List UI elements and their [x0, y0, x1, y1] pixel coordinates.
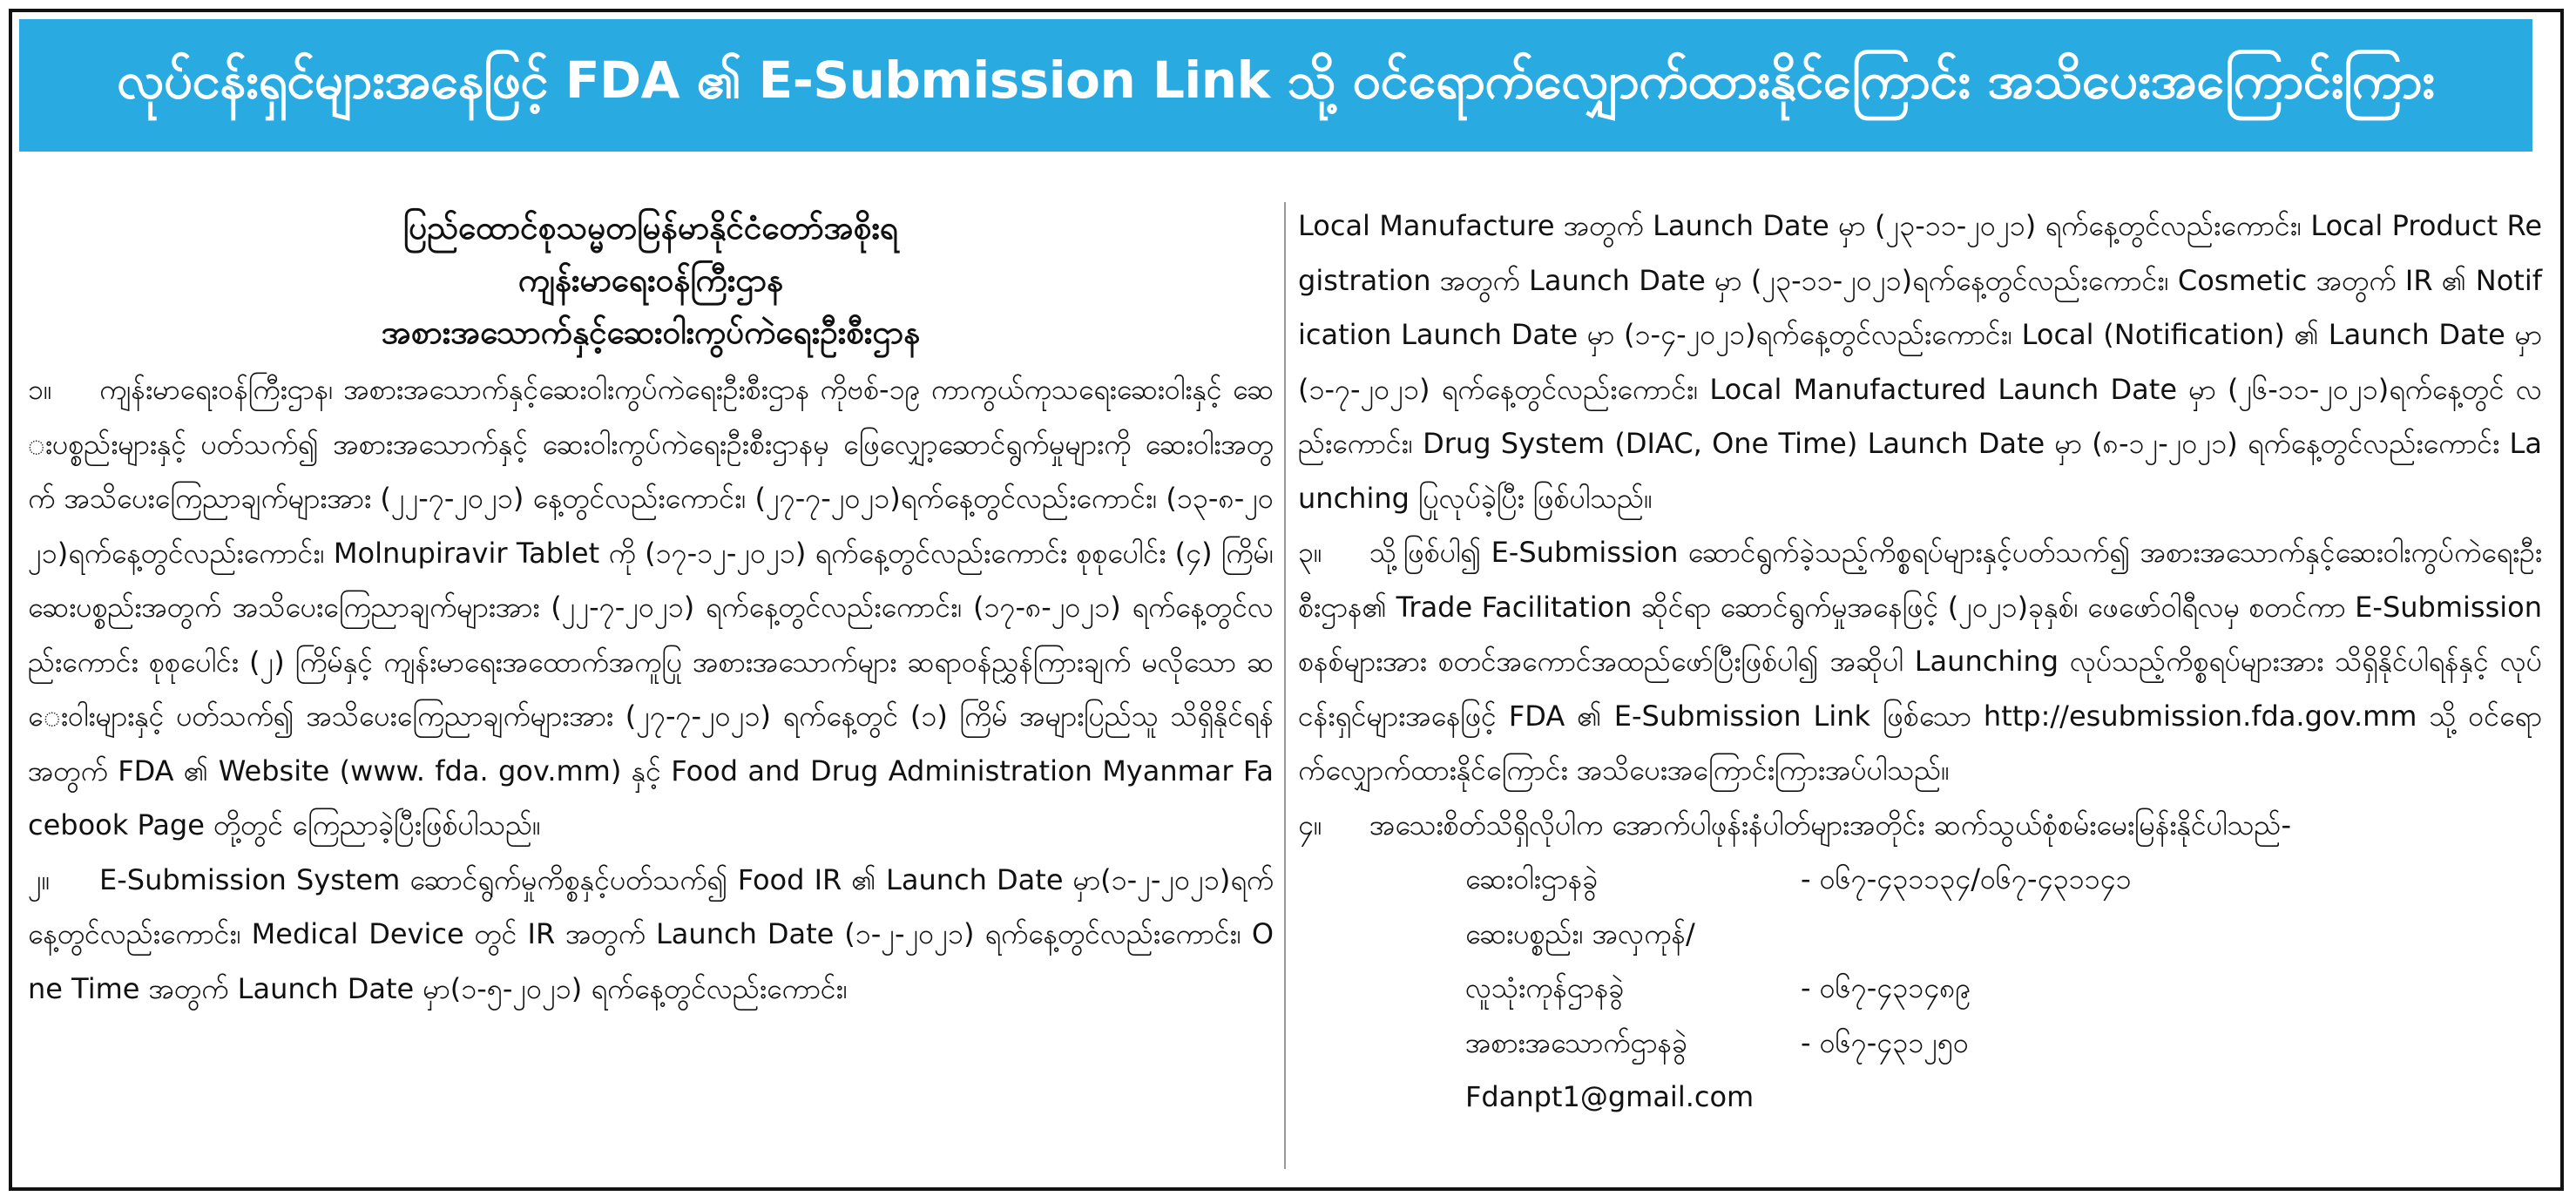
contact-label: လူသုံးကုန်ဌာနခွဲ — [1465, 971, 1625, 1004]
left-column — [28, 202, 1274, 1016]
contact-row — [1465, 961, 2542, 1016]
column-divider — [1284, 202, 1286, 1169]
government-name: ပြည်ထောင်စုသမ္မတမြန်မာနိုင်ငံတော်အစိုးရ — [402, 209, 899, 247]
contact-phone: - ၀၆၇-၄၃၁၄၈၉ — [1801, 971, 1971, 1004]
paragraph-number: ၃။ — [1298, 536, 1322, 569]
contact-row — [1465, 907, 2542, 962]
paragraph-4 — [1298, 798, 2542, 853]
contact-phone: - ၀၆၇-၄၃၁၂၅၀ — [1801, 1025, 1969, 1059]
notice-banner — [19, 19, 2532, 152]
department-name: အစားအသောက်နှင့်ဆေးဝါးကွပ်ကဲရေးဦးစီးဌာန — [381, 314, 921, 351]
contact-label: ဆေးပစ္စည်း၊ အလှကုန်/ — [1465, 916, 1695, 950]
paragraph-text: ကျန်းမာရေးဝန်ကြီးဌာန၊ အစားအသောက်နှင့်ဆေးဝါးကွပ်ကဲရေးဦးစီးဌာန ကိုဗစ်-၁၉ ကာကွယ်ကုသရေးဆေးဝါးနှင့် ဆေးပစ္စည်းများနှင့် ပတ်သက်၍ အစားအသောက်နှင့် ဆေးဝါးကွပ်ကဲရေးဦးစီးဌာနမှ ဖြေလျှော့ဆောင်ရွက်မှုများကို ဆေးဝါးအတွက် အသိပေးကြေညာချက်များအား (၂၂-၇-၂၀၂၁) နေ့တွင်လည်းကောင်း၊ (၂၇-၇-၂၀၂၁)ရက်နေ့တွင်လည်းကောင်း၊ (၁၃-၈-၂၀၂၁)ရက်နေ့တွင်လည်းကောင်း၊ Molnupiravir Tablet ကို (၁၇-၁၂-၂၀၂၁) ရက်နေ့တွင်လည်းကောင်း စုစုပေါင်း (၄) ကြိမ်၊ ဆေးပစ္စည်းအတွက် အသိပေးကြေညာချက်များအား (၂၂-၇-၂၀၂၁) ရက်နေ့တွင်လည်းကောင်း၊ (၁၇-၈-၂၀၂၁) ရက်နေ့တွင်လည်းကောင်း စုစုပေါင်း (၂) ကြိမ်နှင့် ကျန်းမာရေးအထောက်အကူပြု အစားအသောက်များ ဆရာဝန်ညွှန်ကြားချက် မလိုသော ဆေးဝါးများနှင့် ပတ်သက်၍ အသိပေးကြေညာချက်များအား (၂၇-၇-၂၀၂၁) ရက်နေ့တွင် (၁) ကြိမ် အများပြည်သူ သိရှိနိုင်ရန်အတွက် FDA ၏ Website (www. fda. gov.mm) နှင့် Food and Drug Administration Myanmar Facebook Page တို့တွင် ကြေညာခဲ့ပြီးဖြစ်ပါသည်။ — [28, 373, 1274, 841]
right-column — [1298, 199, 2542, 1125]
contact-label: အစားအသောက်ဌာနခွဲ — [1465, 1025, 1688, 1059]
paragraph-text: E-Submission System ဆောင်ရွက်မှုကိစ္စနှင့်ပတ်သက်၍ Food IR ၏ Launch Date မှာ(၁-၂-၂၀၂၁)ရက်နေ့တွင်လည်းကောင်း၊ Medical Device တွင် IR အတွက် Launch Date (၁-၂-၂၀၂၁) ရက်နေ့တွင်လည်းကောင်း၊ One Time အတွက် Launch Date မှာ(၁-၅-၂၀၂၁) ရက်နေ့တွင်လည်းကောင်း၊ — [28, 862, 1274, 1005]
contact-list — [1465, 852, 2542, 1125]
contact-phone: - ၀၆၇-၄၃၁၁၃၄/၀၆၇-၄၃၁၁၄၁ — [1801, 862, 2132, 895]
contact-phone — [1801, 907, 2542, 962]
paragraph-2-continued: Local Manufacture အတွက် Launch Date မှာ (၂၃-၁၁-၂၀၂၁) ရက်နေ့တွင်လည်းကောင်း၊ Local Product Registration အတွက် Launch Date မှာ (၂၃-၁၁-၂၀၂၁)ရက်နေ့တွင်လည်းကောင်း၊ Cosmetic အတွက် IR ၏ Notification Launch Date မှာ (၁-၄-၂၀၂၁)ရက်နေ့တွင်လည်းကောင်း၊ Local (Notification) ၏ Launch Date မှာ (၁-၇-၂၀၂၁) ရက်နေ့တွင်လည်းကောင်း၊ Local Manufactured Launch Date မှာ (၂၆-၁၁-၂၀၂၁)ရက်နေ့တွင် လည်းကောင်း၊ Drug System (DIAC, One Time) Launch Date မှာ (၈-၁၂-၂၀၂၁) ရက်နေ့တွင်လည်းကောင်း Launching ပြုလုပ်ခဲ့ပြီး ဖြစ်ပါသည်။ — [1298, 209, 2543, 515]
notice-title: လုပ်ငန်းရှင်များအနေဖြင့် FDA ၏ E-Submission Link သို့ ဝင်ရောက်လျှောက်ထားနိုင်ကြောင်း အသိပေးအကြောင်းကြား — [117, 50, 2435, 110]
contact-row — [1465, 1016, 2542, 1071]
paragraph-number: ၂။ — [28, 862, 51, 896]
paragraph-1 — [28, 362, 1274, 853]
ministry-name: ကျန်းမာရေးဝန်ကြီးဌာန — [517, 261, 784, 299]
paragraph-number: ၁။ — [28, 373, 52, 406]
paragraph-number: ၄။ — [1298, 808, 1322, 841]
paragraph-text: အသေးစိတ်သိရှိလိုပါက အောက်ပါဖုန်းနံပါတ်များအတိုင်း ဆက်သွယ်စုံစမ်းမေးမြန်းနိုင်ပါသည်- — [1369, 808, 2291, 841]
contact-label: ဆေးဝါးဌာနခွဲ — [1465, 862, 1599, 895]
paragraph-3 — [1298, 525, 2542, 798]
contact-email: Fdanpt1@gmail.com — [1465, 1080, 1755, 1113]
paragraph-text: သို့ဖြစ်ပါ၍ E-Submission ဆောင်ရွက်ခဲ့သည့်ကိစ္စရပ်များနှင့်ပတ်သက်၍ အစားအသောက်နှင့်ဆေးဝါးကွပ်ကဲရေးဦးစီးဌာန၏ Trade Facilitation ဆိုင်ရာ ဆောင်ရွက်မှုအနေဖြင့် (၂၀၂၁)ခုနှစ်၊ ဖေဖော်ဝါရီလမှ စတင်ကာ E-Submission စနစ်များအား စတင်အကောင်အထည်ဖော်ပြီးဖြစ်ပါ၍ အဆိုပါ Launching လုပ်သည့်ကိစ္စရပ်များအား သိရှိနိုင်ပါရန်နှင့် လုပ်ငန်းရှင်များအနေဖြင့် FDA ၏ E-Submission Link ဖြစ်သော http://esubmission.fda.gov.mm သို့ ဝင်ရောက်လျှောက်ထားနိုင်ကြောင်း အသိပေးအကြောင်းကြားအပ်ပါသည်။ — [1298, 536, 2542, 787]
contact-row — [1465, 852, 2542, 907]
paragraph-2 — [28, 853, 1274, 1017]
